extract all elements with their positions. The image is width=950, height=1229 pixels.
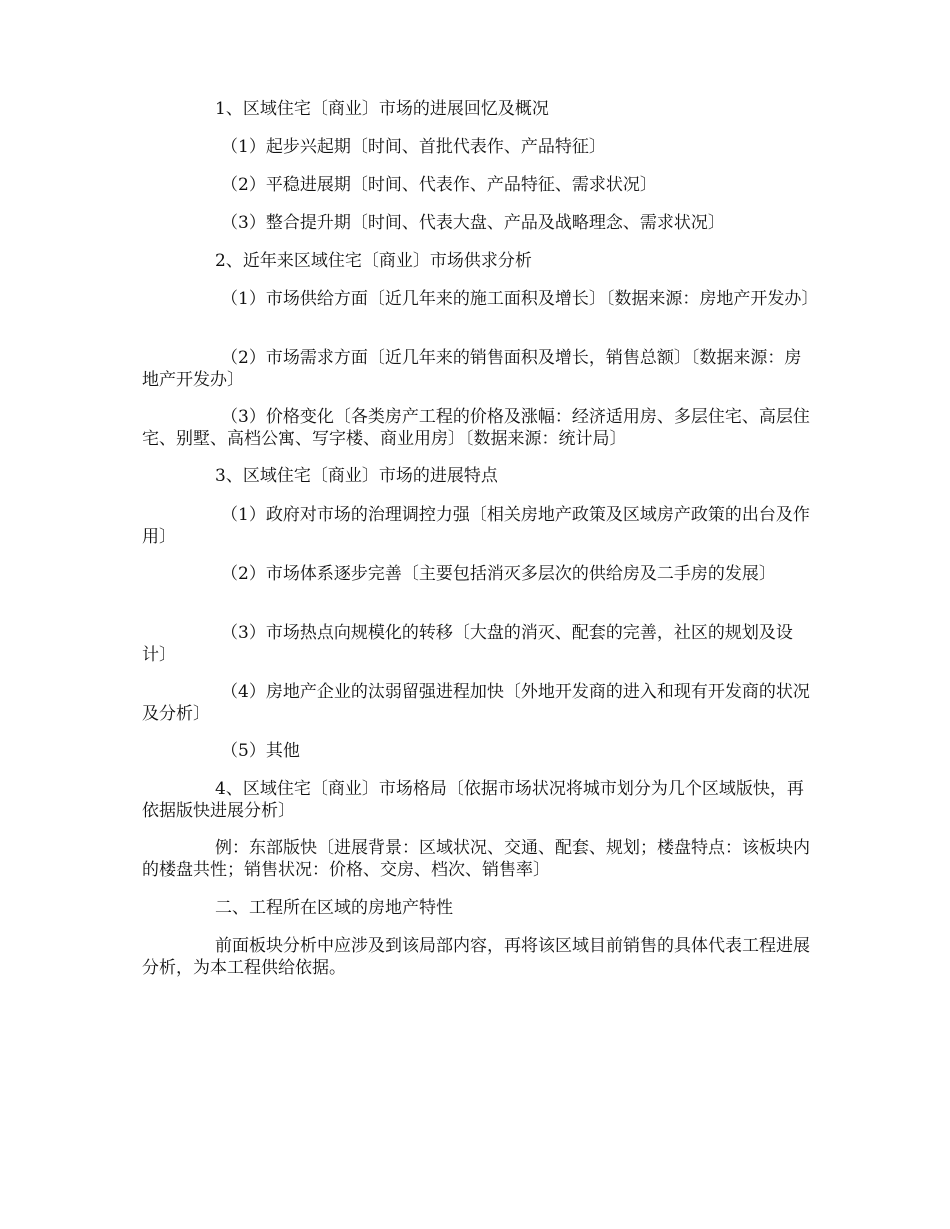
item-3-1: （1）政府对市场的治理调控力强〔相关房地产政策及区域房产政策的出台及作用〕	[142, 505, 810, 547]
item-1-2: （2）平稳进展期〔时间、代表作、产品特征、需求状况〕	[221, 175, 657, 195]
heading-2: 2、近年来区域住宅〔商业〕市场供求分析	[215, 251, 532, 271]
section-heading: 二、工程所在区域的房地产特性	[215, 898, 453, 918]
item-3-5: （5）其他	[221, 741, 300, 761]
item-3-2: （2）市场体系逐步完善〔主要包括消灭多层次的供给房及二手房的发展〕	[221, 564, 776, 584]
body-paragraph: 前面板块分析中应涉及到该局部内容，再将该区域目前销售的具体代表工程进展分析，为本工程供给依据。	[142, 936, 810, 978]
item-2-2: （2）市场需求方面〔近几年来的销售面积及增长，销售总额〕〔数据来源：房地产开发办〕	[142, 348, 802, 390]
item-1-3: （3）整合提升期〔时间、代表大盘、产品及战略理念、需求状况〕	[221, 213, 725, 233]
item-1-1: （1）起步兴起期〔时间、首批代表作、产品特征〕	[221, 137, 606, 157]
heading-3: 3、区域住宅〔商业〕市场的进展特点	[215, 466, 498, 486]
item-2-1: （1）市场供给方面〔近几年来的施工面积及增长〕〔数据来源：房地产开发办〕	[221, 289, 819, 309]
item-3-3: （3）市场热点向规模化的转移〔大盘的消灭、配套的完善，社区的规划及设计〕	[142, 623, 793, 665]
heading-1: 1、区域住宅〔商业〕市场的进展回忆及概况	[215, 99, 549, 119]
heading-4: 4、区域住宅〔商业〕市场格局〔依据市场状况将城市划分为几个区域版快，再依据版快进展分析〕	[142, 779, 804, 821]
item-3-4: （4）房地产企业的汰弱留强进程加快〔外地开发商的进入和现有开发商的状况及分析〕	[142, 682, 810, 724]
item-2-3: （3）价格变化〔各类房产工程的价格及涨幅：经济适用房、多层住宅、高层住宅、别墅、高档公寓、写字楼、商业用房〕〔数据来源：统计局〕	[142, 407, 810, 449]
example-paragraph: 例：东部版快〔进展背景：区域状况、交通、配套、规划；楼盘特点：该板块内的楼盘共性；销售状况：价格、交房、档次、销售率〕	[142, 838, 810, 880]
